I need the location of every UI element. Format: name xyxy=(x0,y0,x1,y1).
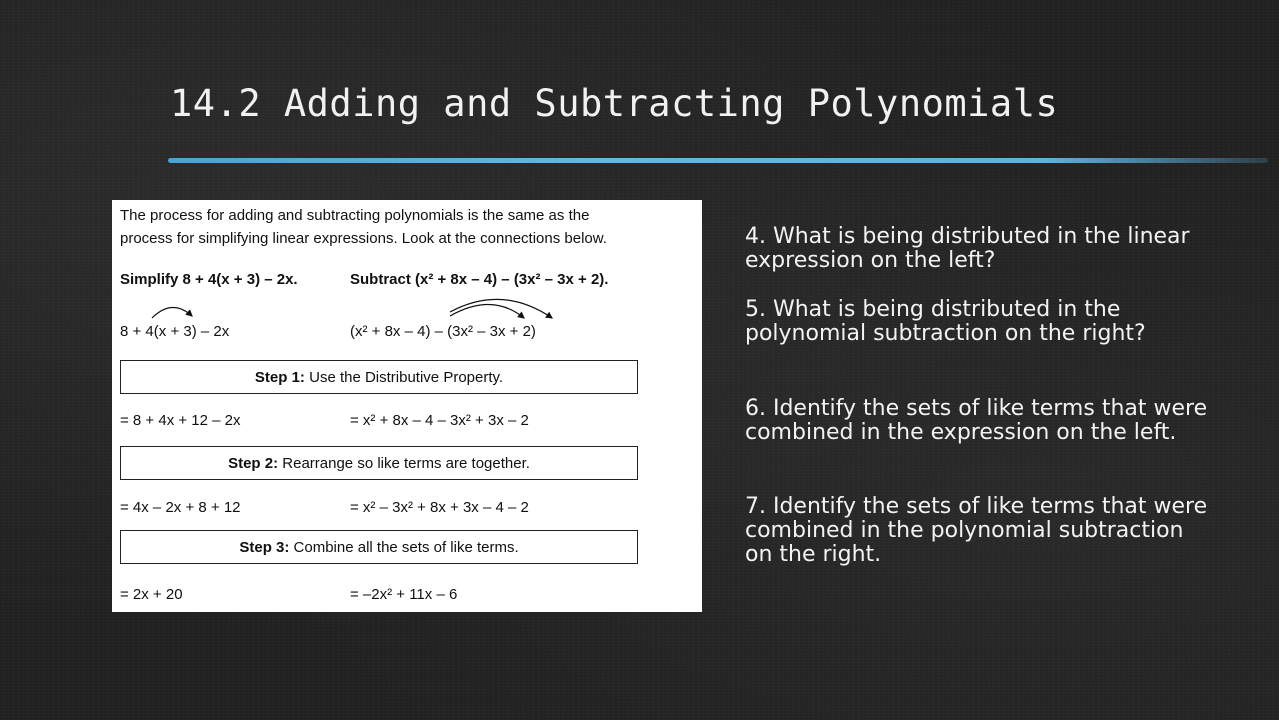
step-2-label: Step 2: xyxy=(228,455,279,472)
step-3-box xyxy=(120,530,638,564)
question-6: 6. Identify the sets of like terms that were combined in the expression on the left. xyxy=(745,396,1208,445)
worksheet-image xyxy=(112,200,702,612)
distribution-arrows xyxy=(112,200,702,340)
intro-line-2: process for simplifying linear expressions. Look at the connections below. xyxy=(120,230,607,247)
step-2-text: Rearrange so like terms are together. xyxy=(278,455,530,472)
step-1-label: Step 1: xyxy=(254,369,305,386)
intro-line-1: The process for adding and subtracting polynomials is the same as the xyxy=(120,207,590,224)
step-3-label: Step 3: xyxy=(239,539,290,556)
arrow-left-1 xyxy=(152,307,192,318)
step-1-box xyxy=(120,360,638,394)
left-original-expression: 8 + 4(x + 3) – 2x xyxy=(120,323,230,340)
right-original-expression: (x² + 8x – 4) – (3x² – 3x + 2) xyxy=(350,323,536,340)
question-5: 5. What is being distributed in the polynomial subtraction on the right? xyxy=(745,297,1146,346)
step-3-text: Combine all the sets of like terms. xyxy=(289,539,519,556)
step-2-right-result: = x² – 3x² + 8x + 3x – 4 – 2 xyxy=(350,499,529,516)
step-3-right-result: = –2x² + 11x – 6 xyxy=(350,586,458,603)
left-problem-header: Simplify 8 + 4(x + 3) – 2x. xyxy=(120,271,298,288)
question-4: 4. What is being distributed in the linear expression on the left? xyxy=(745,224,1190,273)
right-problem-header: Subtract (x² + 8x – 4) – (3x² – 3x + 2). xyxy=(350,271,609,288)
step-2-left-result: = 4x – 2x + 8 + 12 xyxy=(120,499,241,516)
step-3-left-result: = 2x + 20 xyxy=(120,586,183,603)
step-1-text: Use the Distributive Property. xyxy=(304,369,504,386)
title-underline xyxy=(168,158,1268,163)
question-7: 7. Identify the sets of like terms that were combined in the polynomial subtraction on the right. xyxy=(745,494,1208,567)
slide-title: 14.2 Adding and Subtracting Polynomials xyxy=(170,82,1059,125)
step-1-right-result: = x² + 8x – 4 – 3x² + 3x – 2 xyxy=(350,412,529,429)
step-2-box xyxy=(120,446,638,480)
step-1-left-result: = 8 + 4x + 12 – 2x xyxy=(120,412,241,429)
